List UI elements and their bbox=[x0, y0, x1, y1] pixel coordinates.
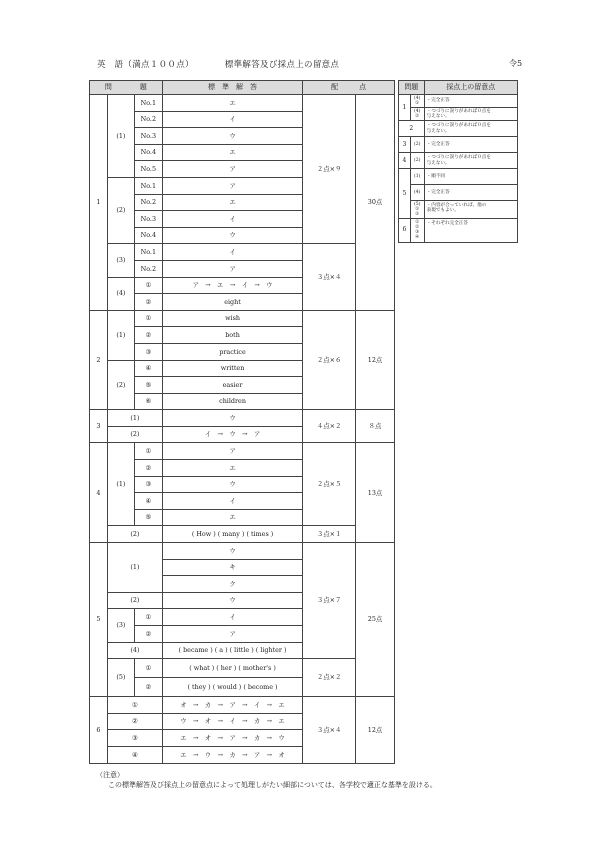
sub-question: ① ② ③ ④ bbox=[410, 219, 424, 242]
year-label: 令5 bbox=[509, 59, 523, 68]
table-row bbox=[399, 201, 518, 219]
sub-question: (5) bbox=[107, 659, 134, 697]
item-label: ① bbox=[134, 277, 162, 294]
note-text: この標準解答及び採点上の留意点によって処理しがたい細部については、各学校で適正な基準を設ける。 bbox=[108, 780, 437, 789]
item-label: ③ bbox=[134, 343, 162, 360]
table-row bbox=[399, 185, 518, 201]
question-number: 1 bbox=[90, 95, 108, 311]
item-label: ④ bbox=[134, 360, 162, 377]
sub-question: (1) bbox=[410, 169, 424, 185]
table-row bbox=[399, 219, 518, 242]
table-row bbox=[399, 153, 518, 169]
table-row bbox=[399, 95, 518, 108]
item-label: ② bbox=[107, 713, 162, 730]
sub-question: (2) bbox=[107, 426, 162, 443]
answer-cell: ウ bbox=[162, 476, 302, 493]
question-number: 6 bbox=[399, 219, 411, 242]
item-label: No.4 bbox=[134, 144, 162, 161]
table-row bbox=[90, 443, 395, 460]
answer-cell: エ bbox=[162, 460, 302, 477]
footer-note bbox=[96, 771, 437, 791]
note-text: ・つづりに誤りがあれば０点を 与えない。 bbox=[424, 121, 517, 137]
sub-question: (2) bbox=[107, 360, 134, 410]
answer-cell: オ → カ → ア → イ → エ bbox=[162, 697, 302, 714]
header-answer: 標 準 解 答 bbox=[162, 81, 302, 95]
answer-cell: ア bbox=[162, 177, 302, 194]
sub-question: (4) ② bbox=[410, 108, 424, 121]
points-cell: ３点×４ bbox=[303, 697, 356, 763]
answer-cell: ウ bbox=[162, 128, 302, 145]
note-text: ・それぞれ完全正答 bbox=[424, 219, 517, 242]
sub-question: (2) bbox=[410, 153, 424, 169]
item-label: ② bbox=[134, 678, 162, 697]
question-number: 1 bbox=[399, 95, 411, 121]
answer-cell: エ → オ → ア → カ → ウ bbox=[162, 730, 302, 747]
note-text: ・つづりに誤りがあれば０点を 与えない。 bbox=[424, 108, 517, 121]
note-text: ・つづりに誤りがあれば０点を 与えない。 bbox=[424, 153, 517, 169]
item-label: ① bbox=[134, 609, 162, 626]
points-cell: ２点×６ bbox=[303, 310, 356, 410]
answer-cell: イ bbox=[162, 111, 302, 128]
answer-cell: エ bbox=[162, 194, 302, 211]
item-label: No.2 bbox=[134, 194, 162, 211]
answer-cell: eight bbox=[162, 294, 302, 311]
item-label: ② bbox=[134, 327, 162, 344]
note-label: （注意） bbox=[96, 771, 124, 779]
answer-table bbox=[89, 80, 395, 764]
item-label: ④ bbox=[107, 746, 162, 763]
sub-question: (3) bbox=[107, 609, 134, 642]
sub-question: (4) ① bbox=[410, 95, 424, 108]
total-points: ８点 bbox=[356, 410, 395, 443]
answer-cell: イ bbox=[162, 211, 302, 228]
item-label: No.5 bbox=[134, 161, 162, 178]
points-cell: ３点×４ bbox=[303, 244, 356, 310]
notes-header-points: 採点上の留意点 bbox=[424, 81, 517, 95]
answer-cell: キ bbox=[162, 559, 302, 576]
item-label: No.3 bbox=[134, 211, 162, 228]
question-number: 3 bbox=[399, 137, 411, 153]
total-points: 13点 bbox=[356, 443, 395, 543]
answer-cell: エ bbox=[162, 95, 302, 112]
doc-title: 標準解答及び採点上の留意点 bbox=[224, 60, 340, 70]
table-row bbox=[90, 526, 395, 543]
table-row bbox=[90, 410, 395, 427]
table-row bbox=[90, 543, 395, 560]
question-number: 2 bbox=[399, 121, 425, 137]
table-row bbox=[399, 137, 518, 153]
answer-cell: エ → ウ → カ → ア → オ bbox=[162, 746, 302, 763]
sub-question: (2) bbox=[107, 526, 162, 543]
item-label: ⑥ bbox=[134, 393, 162, 410]
note-text: ・内容が合っていれば、他の 表現でもよい。 bbox=[424, 201, 517, 219]
header-points: 配 点 bbox=[303, 81, 395, 95]
points-cell: ２点×５ bbox=[303, 443, 356, 526]
table-row bbox=[90, 95, 395, 112]
notes-header-question: 問題 bbox=[399, 81, 425, 95]
item-label: ⑤ bbox=[134, 509, 162, 526]
sub-question: (2) bbox=[410, 137, 424, 153]
answer-cell: エ bbox=[162, 509, 302, 526]
item-label: ① bbox=[134, 443, 162, 460]
item-label: ③ bbox=[107, 730, 162, 747]
table-row bbox=[90, 244, 395, 261]
item-label: No.4 bbox=[134, 227, 162, 244]
points-cell: ４点×２ bbox=[303, 410, 356, 443]
answer-cell: children bbox=[162, 393, 302, 410]
answer-cell: イ bbox=[162, 493, 302, 510]
answer-cell: ア → エ → イ → ウ bbox=[162, 277, 302, 294]
answer-table-header bbox=[90, 81, 395, 95]
answer-cell: ア bbox=[162, 161, 302, 178]
item-label: No.2 bbox=[134, 260, 162, 277]
sub-question: (4) bbox=[107, 277, 134, 310]
table-row bbox=[90, 659, 395, 678]
answer-cell: ア bbox=[162, 443, 302, 460]
note-text: ・順不同 bbox=[424, 169, 517, 185]
question-number: 4 bbox=[399, 153, 411, 169]
total-points: 25点 bbox=[356, 543, 395, 697]
answer-cell: ア bbox=[162, 626, 302, 643]
answer-cell: ア bbox=[162, 260, 302, 277]
answer-cell: practice bbox=[162, 343, 302, 360]
total-points: 30点 bbox=[356, 95, 395, 311]
points-cell: ３点×１ bbox=[303, 526, 356, 543]
answer-cell: エ bbox=[162, 144, 302, 161]
item-label: ⑤ bbox=[134, 377, 162, 394]
total-points: 12点 bbox=[356, 697, 395, 763]
points-cell: ２点×２ bbox=[303, 659, 356, 697]
sub-question: (5) ① ② bbox=[410, 201, 424, 219]
answer-cell: ウ bbox=[162, 543, 302, 560]
answer-cell: イ → ウ → ア bbox=[162, 426, 302, 443]
question-number: 3 bbox=[90, 410, 108, 443]
sub-question: (1) bbox=[107, 443, 134, 526]
sub-question: (1) bbox=[107, 410, 162, 427]
item-label: ① bbox=[107, 697, 162, 714]
sub-question: (2) bbox=[107, 592, 162, 609]
header-question: 問 題 bbox=[90, 81, 163, 95]
answer-cell: ウ → オ → イ → カ → エ bbox=[162, 713, 302, 730]
table-row bbox=[399, 169, 518, 185]
answer-cell: ( How ) ( many ) ( times ) bbox=[162, 526, 302, 543]
answer-cell: ウ bbox=[162, 410, 302, 427]
answer-cell: ク bbox=[162, 576, 302, 593]
item-label: No.3 bbox=[134, 128, 162, 145]
question-number: 5 bbox=[90, 543, 108, 697]
note-text: ・完全正答 bbox=[424, 185, 517, 201]
answer-cell: written bbox=[162, 360, 302, 377]
answer-cell: ウ bbox=[162, 592, 302, 609]
answer-cell: ( what ) ( her ) ( mother's ) bbox=[162, 659, 302, 678]
notes-header bbox=[399, 81, 518, 95]
question-number: 5 bbox=[399, 169, 411, 219]
answer-cell: wish bbox=[162, 310, 302, 327]
answer-cell: easier bbox=[162, 377, 302, 394]
sub-question: (4) bbox=[107, 642, 162, 659]
sub-question: (1) bbox=[107, 95, 134, 178]
table-row bbox=[399, 108, 518, 121]
answer-cell: イ bbox=[162, 609, 302, 626]
table-row bbox=[90, 697, 395, 714]
item-label: ② bbox=[134, 626, 162, 643]
item-label: No.1 bbox=[134, 95, 162, 112]
sub-question: (3) bbox=[107, 244, 134, 277]
item-label: ② bbox=[134, 294, 162, 311]
sub-question: (4) bbox=[410, 185, 424, 201]
answer-cell: イ bbox=[162, 244, 302, 261]
item-label: ① bbox=[134, 310, 162, 327]
item-label: ④ bbox=[134, 493, 162, 510]
note-text: ・完全正答 bbox=[424, 95, 517, 108]
answer-cell: both bbox=[162, 327, 302, 344]
sub-question: (1) bbox=[107, 543, 162, 593]
table-row bbox=[399, 121, 518, 137]
question-number: 4 bbox=[90, 443, 108, 543]
item-label: ③ bbox=[134, 476, 162, 493]
question-number: 6 bbox=[90, 697, 108, 763]
question-number: 2 bbox=[90, 310, 108, 410]
answer-cell: ( became ) ( a ) ( little ) ( lighter ) bbox=[162, 642, 302, 659]
item-label: ② bbox=[134, 460, 162, 477]
item-label: No.1 bbox=[134, 177, 162, 194]
item-label: No.1 bbox=[134, 244, 162, 261]
subject-heading: 英 語（満点１００点） bbox=[97, 60, 194, 70]
sub-question: (1) bbox=[107, 310, 134, 360]
item-label: No.2 bbox=[134, 111, 162, 128]
grading-notes-table bbox=[398, 80, 518, 243]
points-cell: ３点×７ bbox=[303, 543, 356, 659]
answer-cell: ( they ) ( would ) ( become ) bbox=[162, 678, 302, 697]
total-points: 12点 bbox=[356, 310, 395, 410]
answer-cell: ウ bbox=[162, 227, 302, 244]
points-cell: ２点×９ bbox=[303, 95, 356, 244]
note-text: ・完全正答 bbox=[424, 137, 517, 153]
sub-question: (2) bbox=[107, 177, 134, 243]
table-row bbox=[90, 310, 395, 327]
document-title bbox=[97, 58, 367, 70]
item-label: ① bbox=[134, 659, 162, 678]
